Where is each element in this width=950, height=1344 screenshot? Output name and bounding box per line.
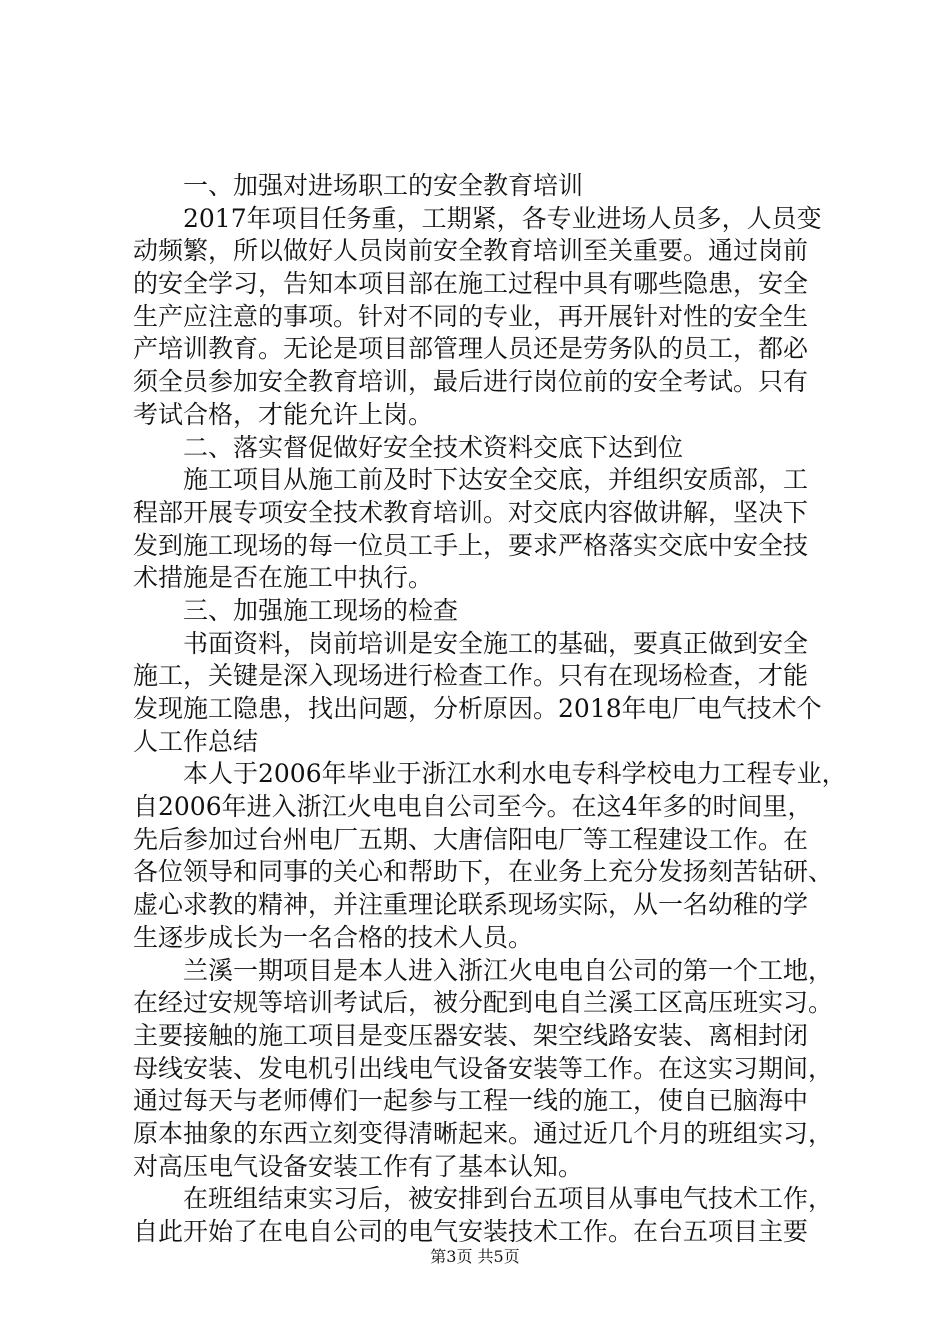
text-line: 产培训教育。无论是项目部管理人员还是劳务队的员工，都必 (133, 334, 809, 364)
text-line: 动频繁，所以做好人员岗前安全教育培训至关重要。通过岗前 (133, 236, 809, 266)
text-line: 考试合格，才能允许上岗。 (133, 399, 434, 429)
text-line: 母线安装、发电机引出线电气设备安装等工作。在这实习期间， (133, 1053, 834, 1083)
text-line: 的安全学习，告知本项目部在施工过程中具有哪些隐患，安全 (133, 269, 809, 299)
text-line: 2017年项目任务重，工期紧，各专业进场人员多，人员变 (133, 203, 822, 233)
text-line: 发现施工隐患，找出问题，分析原因。2018年电厂电气技术个 (133, 694, 822, 723)
text-line: 虚心求教的精神，并注重理论联系现场实际，从一名幼稚的学 (133, 890, 809, 920)
document-body (133, 170, 847, 1249)
page-number: 第3页 共5页 (430, 1247, 520, 1266)
text-line: 一、加强对进场职工的安全教育培训 (133, 171, 584, 200)
text-line: 人工作总结 (133, 726, 259, 756)
text-line: 自此开始了在电自公司的电气安装技术工作。在台五项目主要 (133, 1217, 809, 1246)
text-line: 通过每天与老师傅们一起参与工程一线的施工，使自已脑海中 (133, 1086, 809, 1116)
text-line: 发到施工现场的每一位员工手上，要求严格落实交底中安全技 (133, 530, 809, 560)
text-line: 施工项目从施工前及时下达安全交底，并组织安质部，工 (133, 465, 809, 495)
text-line: 在经过安规等培训考试后，被分配到电自兰溪工区高压班实习。 (133, 988, 834, 1018)
text-line: 程部开展专项安全技术教育培训。对交底内容做讲解，坚决下 (133, 497, 809, 527)
text-line: 先后参加过台州电厂五期、大唐信阳电厂等工程建设工作。在 (133, 824, 809, 854)
text-line: 生逐步成长为一名合格的技术人员。 (133, 922, 534, 952)
text-line: 兰溪一期项目是本人进入浙江火电电自公司的第一个工地， (133, 955, 834, 985)
text-line: 书面资料，岗前培训是安全施工的基础，要真正做到安全 (133, 628, 809, 658)
text-line: 三、加强施工现场的检查 (133, 595, 459, 625)
text-line: 各位领导和同事的关心和帮助下，在业务上充分发扬刻苦钻研、 (133, 857, 834, 887)
text-line: 自2006年进入浙江火电电自公司至今。在这4年多的时间里， (133, 792, 813, 822)
text-line: 主要接触的施工项目是变压器安装、架空线路安装、离相封闭 (133, 1020, 809, 1050)
text-line: 在班组结束实习后，被安排到台五项目从事电气技术工作， (133, 1184, 834, 1214)
text-line: 二、落实督促做好安全技术资料交底下达到位 (133, 432, 684, 462)
text-line: 生产应注意的事项。针对不同的专业，再开展针对性的安全生 (133, 301, 809, 331)
text-line: 对高压电气设备安装工作有了基本认知。 (133, 1151, 584, 1181)
text-line: 原本抽象的东西立刻变得清晰起来。通过近几个月的班组实习， (133, 1118, 834, 1148)
text-line: 术措施是否在施工中执行。 (133, 563, 434, 593)
text-line: 须全员参加安全教育培训，最后进行岗位前的安全考试。只有 (133, 367, 809, 397)
text-line: 本人于2006年毕业于浙江水利水电专科学校电力工程专业， (133, 759, 847, 789)
text-line: 施工，关键是深入现场进行检查工作。只有在现场检查，才能 (133, 661, 809, 691)
